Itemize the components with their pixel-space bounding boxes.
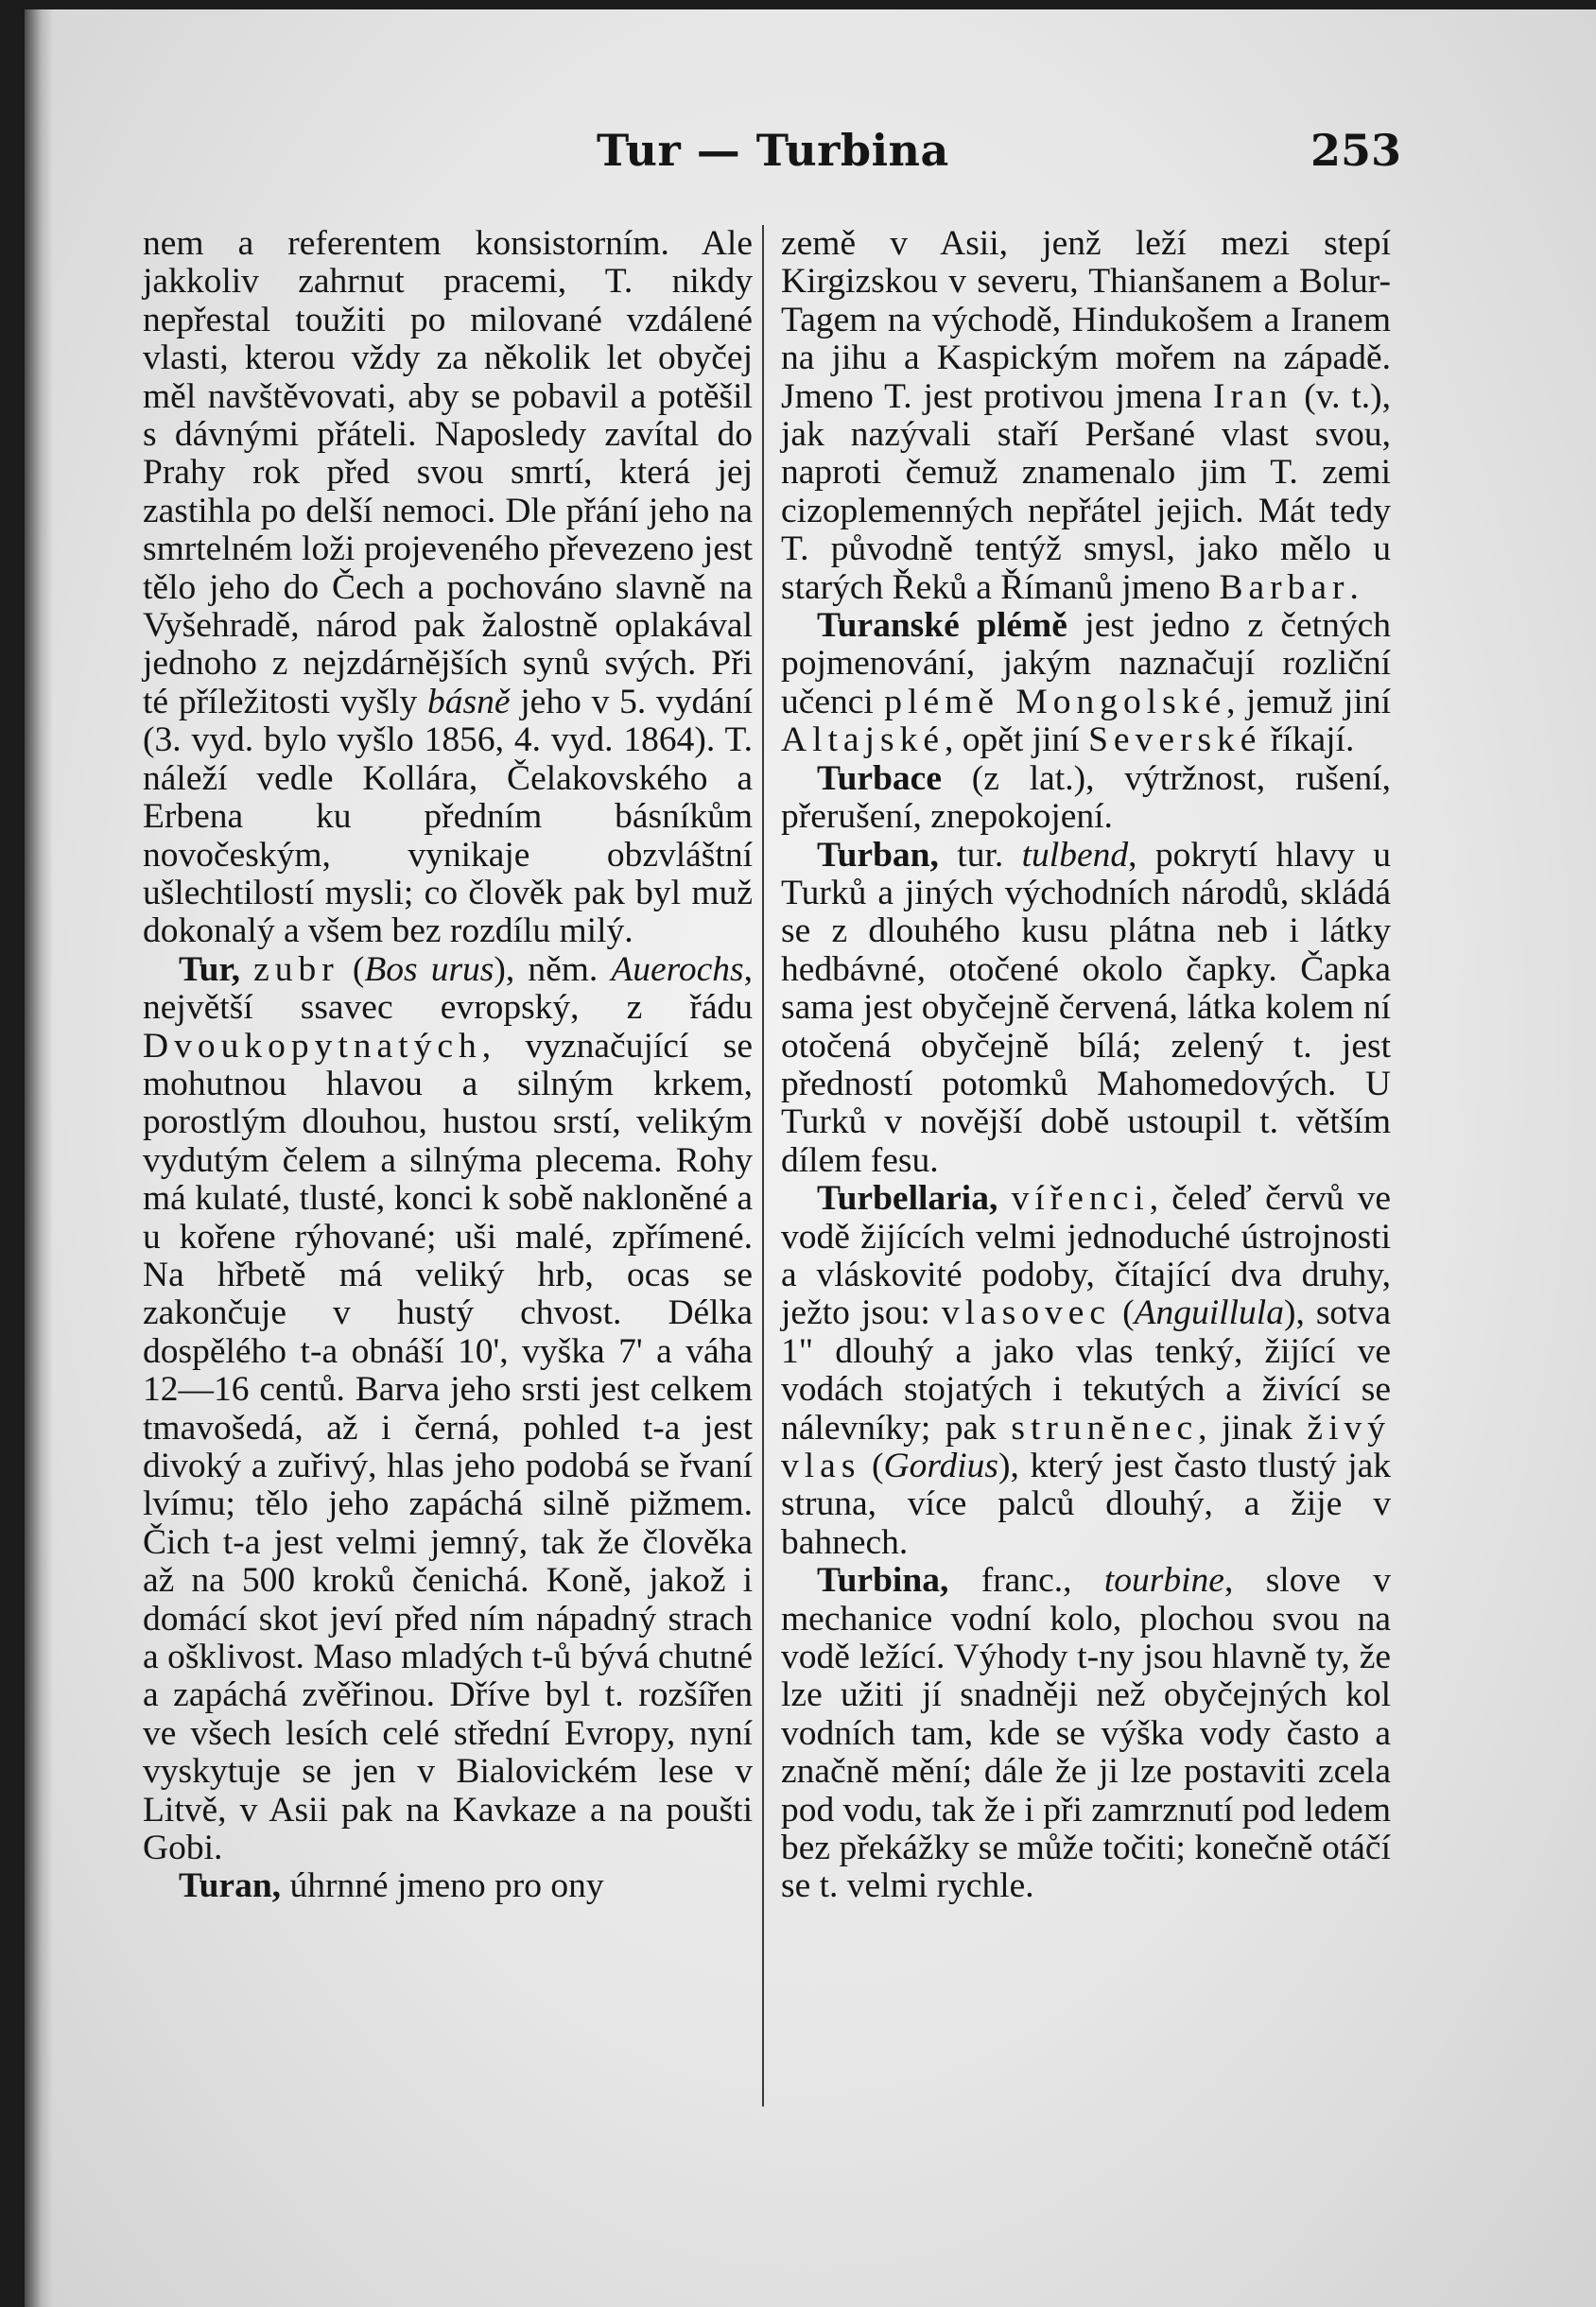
right-column bbox=[781, 225, 1391, 1906]
entry-text: , vyznačující se mohutnou hlavou a silným krkem, porostlým dlouhou, hustou srstí, velikým vydutým čelem a silnýma plecema. Rohy má kulaté, tlusté, konci k sobě nakloněné a u kořene rýhované; uši malé, zpřímené. Na hřbetě má veliký hrb, ocas se zakončuje v hustý chvost. Délka dospělého t-a obnáší 10', vyška 7' a váha 12—16 centů. Barva jeho srsti jest celkem tmavošedá, až i černá, pohled t-a jest divoký a zuřivý, hlas jeho podobá se řvaní lvímu; tělo jeho zapáchá silně pižmem. Čich t-a jest velmi jemný, tak že člověka až na 500 kroků čenichá. Koně, jakož i domácí skot jeví před ním nápadný strach a ošklivost. Maso mladých t-ů bývá chutné a zapáchá zvěřinou. Dříve byl t. rozšířen ve všech lesích celé střední Evropy, nyní vyskytuje se jen v Bialovickém lese v Litvě, v Asii pak na Kavkaze a na poušti Gobi. bbox=[143, 1026, 753, 1868]
entry-headword: Turbina, bbox=[817, 1561, 949, 1601]
spaced-term: vlasovec bbox=[941, 1293, 1112, 1333]
entry-turan bbox=[143, 1867, 753, 1905]
italic-term: Auerochs bbox=[611, 949, 744, 989]
entry-headword: Turan, bbox=[179, 1866, 282, 1906]
paragraph-text: jeho v 5. vydání (3. vyd. bylo vyšlo 1856, 4. vyd. 1864). T. náleží vedle Kollára, Čelakovského a Erbena ku předním básníkům novočeským, vynikaje obzvláštní ušlechtilostí mysli; co člověk pak byl muž dokonalý a všem bez rozdílu milý. bbox=[143, 682, 754, 951]
italic-term: Anguillula bbox=[1134, 1293, 1284, 1333]
page-number: 253 bbox=[1310, 125, 1402, 176]
spaced-term: Altajské bbox=[781, 720, 945, 760]
italic-term: tulbend bbox=[1021, 835, 1129, 875]
entry-turbace: Turbace (z lat.), výtržnost, rušení, přerušení, znepokojení. bbox=[781, 758, 1392, 837]
spaced-term: zubr bbox=[253, 949, 339, 989]
spaced-term: Dvoukopytnatých bbox=[143, 1026, 482, 1066]
entry-headword: Tur, bbox=[179, 949, 241, 989]
entry-turan-continued: země v Asii, jenž leží mezi stepí Kirgizskou v severu, Thianšanem a Bolur-Tagem na východě, Hindukošem a Iranem na jihu a Kaspickým mořem na západě. Jmeno T. jest protivou jmena Iran (v. t.), jak nazývali staří Peršané vlast svou, naproti čemuž znamenalo jim T. zemi cizoplemenných nepřátel jejich. Mát tedy T. původně tentýž smysl, jako mělo u starých Řeků a Římanů jmeno Barbar. bbox=[781, 224, 1392, 607]
spaced-term: strunĕnec bbox=[1011, 1408, 1199, 1448]
entry-turanske-pleme: Turanské plémě jest jedno z četných pojmenování, jakým naznačují rozliční učenci plémě Mongolské, jemuž jiní Altajské, opět jiní Severské říkají. bbox=[781, 606, 1391, 760]
entry-text: úhrnné jmeno pro ony bbox=[289, 1866, 604, 1906]
page-spine-shadow bbox=[25, 9, 53, 2307]
spaced-term: Iran bbox=[1213, 376, 1293, 416]
entry-text: země v Asii, jenž leží mezi stepí Kirgizskou v severu, Thianšanem a Bolur-Tagem na východě, Hindukošem a Iranem na jihu a Kaspickým mořem na západě. Jmeno T. jest protivou jmena bbox=[781, 224, 1391, 416]
entry-headword: Turban, bbox=[817, 835, 939, 875]
italic-term: Gordius bbox=[883, 1447, 999, 1485]
spaced-term: plémě Mongolské bbox=[884, 682, 1227, 721]
spaced-term: Barbar bbox=[1219, 567, 1350, 607]
entry-headword: Turanské plémě bbox=[817, 606, 1067, 646]
continuation-paragraph bbox=[143, 225, 753, 951]
spaced-term: živý vlas bbox=[781, 1408, 1391, 1485]
column-divider bbox=[762, 225, 764, 2107]
entry-headword: Turbellaria, bbox=[817, 1179, 998, 1219]
spaced-term: vířenci bbox=[1011, 1179, 1150, 1219]
italic-term: Bos urus bbox=[364, 949, 494, 989]
spaced-term: Severské bbox=[1088, 720, 1262, 760]
left-column bbox=[143, 225, 753, 1906]
entry-turbina: Turbina, franc., tourbine, slove v mechanice vodní kolo, plochou svou na vodě ležící. Výhody t-ny jsou hlavně ty, že lze užiti jí snadněji než obyčejných kol vodních tam, kde se výška vody často a značně mění; dále že ji lze postaviti zcela pod vodu, tak že i při zamrznutí pod ledem bez překážky se může točiti; konečně otáčí se t. velmi rychle. bbox=[781, 1561, 1392, 1906]
italic-term: básně bbox=[426, 682, 511, 721]
entry-turbellaria: Turbellaria, vířenci, čeleď červů ve vodě žijících velmi jednoduché ústrojnosti a vláskovité podoby, čítající dva druhy, ježto jsou: vlasovec (Anguillula), sotva 1" dlouhý a jako vlas tenký, žijící ve vodách stojatých i tekutých a živící se nálevníky; pak strunĕnec, jinak živý vlas (Gordius), který jest často tlustý jak struna, více palců dlouhý, a žije v bahnech. bbox=[781, 1179, 1392, 1562]
paragraph-text: nem a referentem konsistorním. Ale jakkoliv zahrnut pracemi, T. nikdy nepřestal toužiti po milované vzdálené vlasti, kterou vždy za několik let obyčej měl navštěvovati, aby se pobavil a potěšil s dávnými přáteli. Naposledy zavítal do Prahy rok před svou smrtí, která jej zastihla po delší nemoci. Dle přání jeho na smrtelném loži projeveného převezeno jest tělo jeho do Čech a pochováno slavně na Vyšehradě, národ pak žalostně oplakával jednoho z nejzdárnějších synů svých. Při té příležitosti vyšly bbox=[143, 224, 753, 721]
entry-tur: Tur, zubr (Bos urus), něm. Auerochs, největší ssavec evropský, z řádu Dvoukopytnatých, vyznačující se mohutnou hlavou a silným krkem, porostlým dlouhou, hustou srstí, velikým vydutým čelem a silnýma plecema. Rohy má kulaté, tlusté, konci k sobě nakloněné a u kořene rýhované; uši malé, zpřímené. Na hřbetě má veliký hrb, ocas se zakončuje v hustý chvost. Délka dospělého t-a obnáší 10', vyška 7' a váha 12—16 centů. Barva jeho srsti jest celkem tmavošedá, až i černá, pohled t-a jest divoký a zuřivý, hlas jeho podobá se řvaní lvímu; tělo jeho zapáchá silně pižmem. Čich t-a jest velmi jemný, tak že člověka až na 500 kroků čenichá. Koně, jakož i domácí skot jeví před ním nápadný strach a ošklivost. Maso mladých t-ů bývá chutné a zapáchá zvěřinou. Dříve byl t. rozšířen ve všech lesích celé střední Evropy, nyní vyskytuje se jen v Bialovickém lese v Litvě, v Asii pak na Kavkaze a na poušti Gobi. bbox=[143, 949, 753, 1868]
entry-headword: Turbace bbox=[817, 758, 942, 798]
running-head: Tur — Turbina bbox=[597, 125, 949, 176]
italic-term: tourbine bbox=[1103, 1561, 1224, 1601]
book-page bbox=[25, 9, 1596, 2307]
entry-turban: Turban, tur. tulbend, pokrytí hlavy u Turků a jiných východních národů, skládá se z dlouhého kusu plátna neb i látky hedbávné, otočené okolo čapky. Čapka sama jest obyčejně červená, látka kolem ní otočená obyčejně bílá; zelený t. jest předností potomků Mahomedových. U Turků v novější době ustoupil t. větším dílem fesu. bbox=[781, 835, 1391, 1180]
